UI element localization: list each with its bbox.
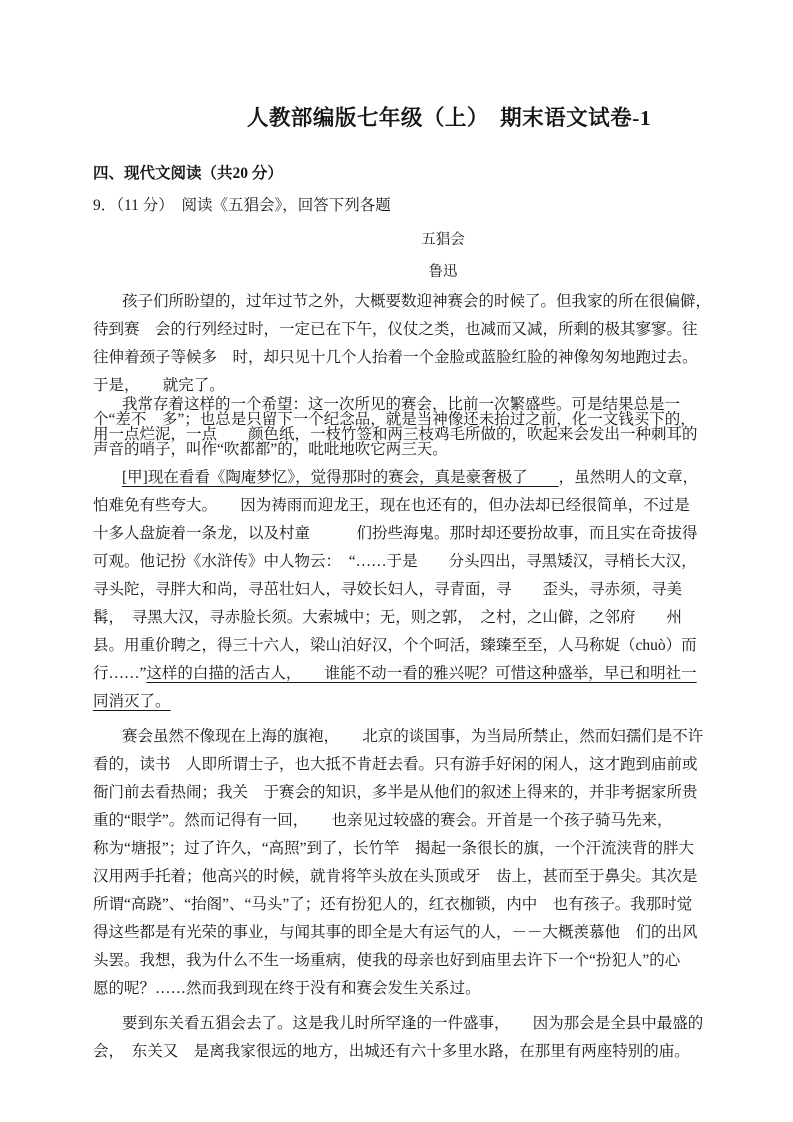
passage-text: 赛会虽然不像现在上海的旗袍， 北京的谈国事，为当局所禁止，然而妇孺们是不许看的，读书 人即所谓士子，也大抵不肯赶去看。只有游手好闲的闲人，这才跑到庙前或衙门前去看热闹；我关 于赛会的知识，多半是从他们的叙述上得来的，并非考据家所贵重的“眼学”。然而记得有一回， 也亲见过较盛的赛会。开首是一个孩子骑马先来， 称为“塘报”；过了许久，“高照”到了，长竹竿 揭起一条很长的旗，一个汗流浃背的胖大汉用两手托着；他高兴的时候，就肯将竿头放在头顶或牙 齿上，甚而至于鼻尖。其次是所谓“高跷”、“抬阁”、“马头”了；还有扮犯人的，红衣枷锁，内中 也有孩子。我那时觉得这些都是有光荣的事业，与闻其事的即全是大有运气的人，－－大概羡慕他 们的出风头罢。我想，我为什么不生一场重病，使我的母亲也好到庙里去许下一个“扮犯人”的心 愿的呢？……然而我到现在终于没有和赛会发生关系过。	[93, 728, 704, 997]
passage-title: 五猖会	[421, 232, 465, 248]
passage-author: 鲁迅	[428, 264, 458, 280]
document-title: 人教部编版七年级（上） 期末语文试卷-1	[246, 106, 652, 130]
passage-text: 要到东关看五猖会去了。这是我儿时所罕逢的一件盛事， 因为那会是全县中最盛的会， 东关又 是离我家很远的地方，出城还有六十多里水路，在那里有两座特别的庙。	[93, 1015, 704, 1060]
passage-paragraph	[93, 464, 705, 716]
underlined-text: 这样的白描的活古人， 谁能不动一看的雅兴呢？可惜这种盛举，早已和明社一同消灭了。	[93, 665, 697, 710]
question-line: 9．（11 分） 阅读《五猖会》，回答下列各题	[93, 197, 391, 214]
passage-text: ，虽然明人的文章，怕难免有些夸大。 因为祷雨而迎龙王，现在也还有的，但办法却已经很简单，不过是十多人盘旋着一条龙，以及村童 们扮些海鬼。那时却还要扮故事，而且实在奇拔得可观。他记扮《水浒传》中人物云： “……于是 分头四出，寻黑矮汉，寻梢长大汉，寻头陀，寻胖大和尚，寻茁壮妇人，寻姣长妇人，寻青面，寻 歪头，寻赤须，寻美髯， 寻黑大汉，寻赤脸长须。大索城中；无，则之郭， 之村，之山僻，之邻府 州县。用重价聘之，得三十六人，梁山泊好汉，个个呵活，臻臻至至，人马称娖（chuò）而行……”	[93, 469, 699, 682]
passage-paragraph	[93, 723, 705, 1003]
underlined-text: [甲]现在看看《陶庵梦忆》，觉得那时的赛会，真是豪奢极了	[122, 469, 559, 486]
passage-paragraph	[93, 288, 735, 400]
passage-body	[93, 288, 735, 1066]
passage-paragraph	[93, 397, 705, 457]
passage-text: 孩子们所盼望的，过年过节之外，大概要数迎神赛会的时候了。但我家的所在很偏僻， 待到赛 会的行列经过时，一定已在下午，仪仗之类，也减而又减，所剩的极其寥寥。往往伸着颈子等候多 时，却只见十几个人抬着一个金脸或蓝脸红脸的神像匆匆地跑过去。于是， 就完了。	[93, 293, 735, 394]
passage-text: 我常存着这样的一个希望：这一次所见的赛会，比前一次繁盛些。可是结果总是一个“差不 多”；也总是只留下一个纪念品，就是当神像还未抬过之前，化一文钱买下的，用一点烂泥，一点 颜色纸，一枝竹签和两三枝鸡毛所做的，吹起来会发出一种刺耳的声音的哨子，叫作“吹都都”的，吡吡地吹它两三天。	[93, 396, 698, 458]
passage-paragraph	[93, 1010, 705, 1066]
section-heading: 四、现代文阅读（共20 分）	[93, 165, 283, 182]
